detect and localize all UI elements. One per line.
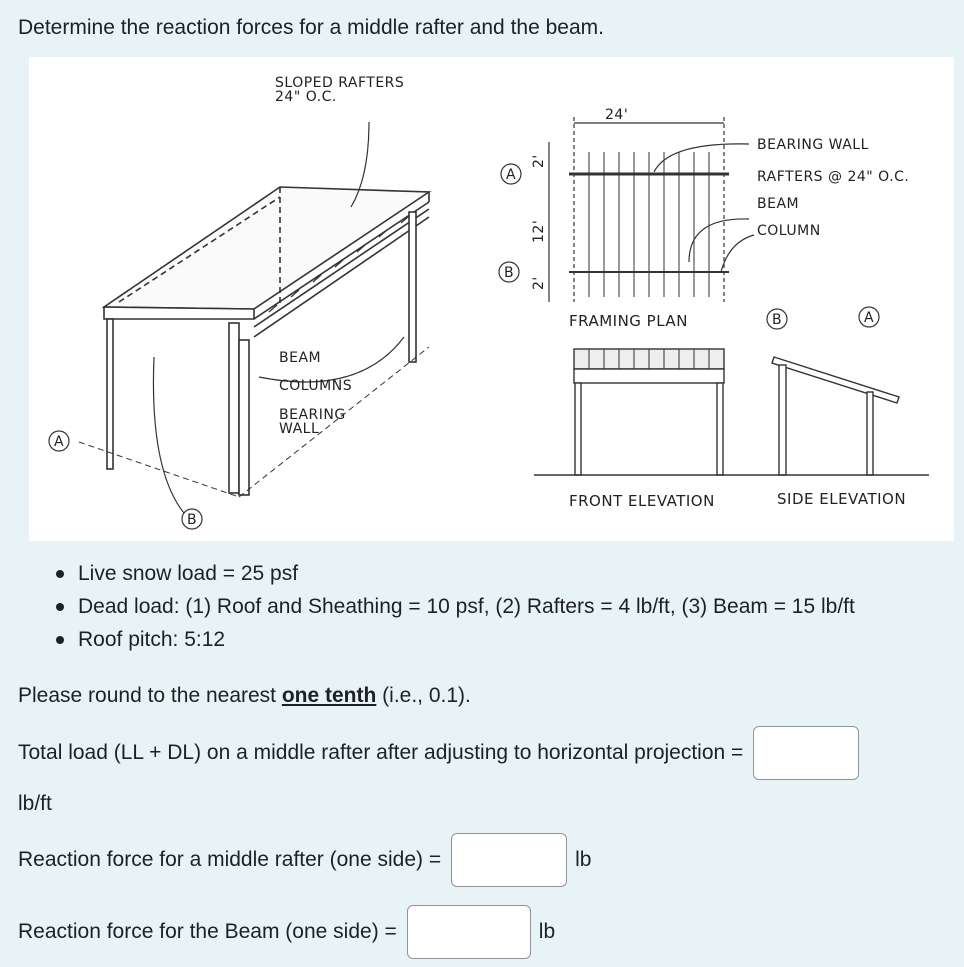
list-item-dead-load: Dead load: (1) Roof and Sheathing = 10 psf, (2) Rafters = 4 lb/ft, (3) Beam = 15 lb/ft xyxy=(78,593,855,626)
total-load-unit-row xyxy=(18,792,52,816)
rafter-reaction-label: Reaction force for a middle rafter (one side) = xyxy=(18,848,442,871)
beam-reaction-unit: lb xyxy=(538,920,556,943)
rounding-prefix: Please round to the nearest xyxy=(18,684,282,707)
svg-text:A: A xyxy=(54,434,65,450)
label-sloped-rafters-2: 24" O.C. xyxy=(275,89,337,105)
rounding-note xyxy=(18,684,471,708)
beam-reaction-label: Reaction force for the Beam (one side) = xyxy=(18,920,397,943)
label-beam-perspective: BEAM xyxy=(279,350,322,366)
structure-figure xyxy=(29,57,954,541)
plan-dim-top: 2' xyxy=(531,154,547,168)
question-prompt: Determine the reaction forces for a middle rafter and the beam. xyxy=(18,16,604,39)
label-bearing-1: BEARING xyxy=(279,407,346,423)
beam-reaction-row xyxy=(18,905,555,959)
total-load-label: Total load (LL + DL) on a middle rafter after adjusting to horizontal projection = xyxy=(18,741,744,764)
list-item-live-load: Live snow load = 25 psf xyxy=(78,560,855,593)
marker-a-elevation xyxy=(859,307,879,327)
side-elevation-title: SIDE ELEVATION xyxy=(777,490,907,508)
marker-b-plan xyxy=(499,262,519,282)
perspective-view xyxy=(79,122,429,519)
svg-text:A: A xyxy=(506,167,517,183)
structure-drawing xyxy=(29,57,954,541)
marker-b-elevation xyxy=(767,309,787,329)
svg-text:B: B xyxy=(772,312,783,328)
framing-plan xyxy=(549,117,754,302)
marker-b-perspective xyxy=(182,509,202,529)
rounding-suffix: (i.e., 0.1). xyxy=(376,684,471,707)
plan-label-rafters: RAFTERS @ 24" O.C. xyxy=(757,169,910,185)
list-item-roof-pitch: Roof pitch: 5:12 xyxy=(78,626,855,659)
plan-dim-mid: 12' xyxy=(531,219,547,243)
front-elevation-title: FRONT ELEVATION xyxy=(569,492,715,510)
rafter-reaction-input[interactable] xyxy=(451,833,567,887)
load-list xyxy=(78,560,855,659)
plan-label-column: COLUMN xyxy=(757,223,821,239)
svg-text:B: B xyxy=(187,512,198,528)
plan-span-label: 24' xyxy=(605,107,629,123)
svg-text:A: A xyxy=(864,310,875,326)
marker-a-plan xyxy=(501,164,521,184)
plan-label-bearing-wall: BEARING WALL xyxy=(757,137,869,153)
rafter-reaction-unit: lb xyxy=(575,848,592,871)
plan-dim-bottom: 2' xyxy=(531,276,547,290)
label-bearing-2: WALL xyxy=(279,421,320,437)
marker-a-perspective xyxy=(49,431,69,451)
beam-reaction-input[interactable] xyxy=(407,905,531,959)
rounding-emphasis: one tenth xyxy=(281,684,377,707)
svg-text:B: B xyxy=(504,265,515,281)
total-load-input[interactable] xyxy=(753,726,859,780)
front-elevation xyxy=(534,349,764,475)
side-elevation xyxy=(764,357,929,475)
total-load-unit: lb/ft xyxy=(18,792,52,815)
plan-label-beam: BEAM xyxy=(757,196,800,212)
rafter-reaction-row xyxy=(18,833,591,887)
framing-plan-title: FRAMING PLAN xyxy=(569,312,688,330)
label-sloped-rafters-1: SLOPED RAFTERS xyxy=(275,75,405,91)
label-columns: COLUMNS xyxy=(279,378,353,394)
total-load-row xyxy=(18,726,859,780)
